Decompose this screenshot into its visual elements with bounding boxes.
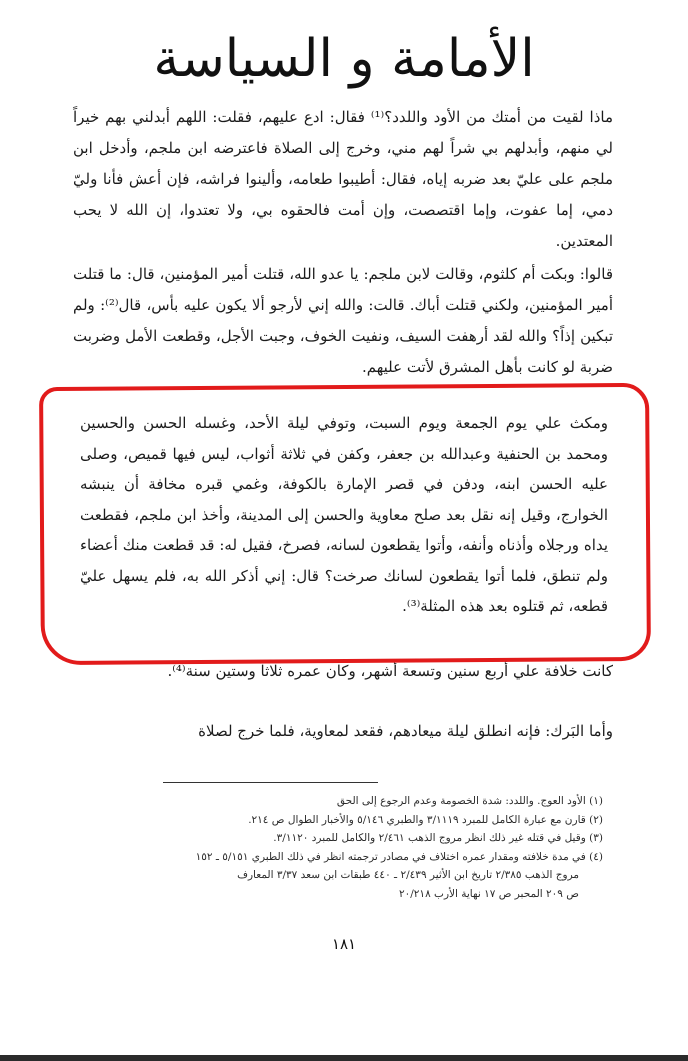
footnote-1: (١) الأود العوج. واللدد: شدة الخصومة وعدم الرجوع إلى الحق [336, 795, 603, 807]
footnotes [83, 792, 603, 903]
footnote-4-line-3: ص ٢٠٩ المحبر ص ١٧ نهاية الأرب ٢٠/٢١٨ [398, 887, 579, 900]
paragraph-5: وأما البَرك: فإنه انطلق ليلة ميعادهم، فقعد لمعاوية، فلما خرج لصلاة [198, 722, 613, 740]
paragraph-1: ماذا لقيت من أمتك من الأود واللدد؟⁽¹⁾ فقال: ادع عليهم، فقلت: اللهم أبدلني بهم خيراً لي منهم، وأبدلهم بي شراً لهم مني، وخرج إلى الصلاة فاعترضه ابن ملجم، وأدخل ابن ملجم على عليّ بعد ضربه إياه، فقال: أطيبوا طعامه، وألينوا فراشه، فإن أعش فأنا وليّ دمي، إما عفوت، وإما اقتصصت، وإن أمت فالحقوه بي، ولا تعتدوا، إن الله لا يحب المعتدين. [73, 108, 613, 250]
page-title: الأمامة و السياسة [153, 29, 535, 89]
footnote-divider [163, 782, 378, 783]
footnote-4-line-2: مروج الذهب ٢/٣٨٥ تاريخ ابن الأثير ٢/٤٣٩ ـ ٤٤٠ طبقات ابن سعد ٣/٣٧ المعارف [237, 869, 579, 881]
paragraph-2: قالوا: وبكت أم كلثوم، وقالت لابن ملجم: يا عدو الله، قتلت أمير المؤمنين، قال: ما قتلت أمير المؤمنين، ولكني قتلت أباك. قالت: والله إني لأرجو ألا يكون عليه بأس، قال⁽²⁾: ولم تبكين إذاً؟ والله لقد أرهفت السيف، ونفيت الخوف، وجبت الأجل، وقطعت الأمل وضربت ضربة لو كانت بأهل المشرق لأتت عليهم. [73, 265, 613, 376]
footnote-4: (٤) في مدة خلافته ومقدار عمره اختلاف في مصادر ترجمته انظر في ذلك الطبري ٥/١٥١ ـ ١٥٢ [195, 850, 603, 863]
footnote-2: (٢) قارن مع عبارة الكامل للمبرد ٣/١١١٩ والطبري ٥/١٤٦ والأخبار الطوال ص ٢١٤. [248, 813, 603, 826]
paragraph-3-highlighted: ومكث علي يوم الجمعة ويوم السبت، وتوفي ليلة الأحد، وغسله الحسن والحسين ومحمد بن الحنفية وعبدالله بن جعفر، وكفن في ثلاثة أثواب، ليس فيها قميص، وصلى عليه الحسن ابنه، ودفن في قصر الإمارة بالكوفة، وغمي قبره مخافة أن ينبشه الخوارج، وقيل إنه نقل بعد صلح معاوية والحسن إلى المدينة، وأخذ ابن ملجم، فقطعت يداه ورجلاه وأذناه وأنفه، وأتوا يقطعون لسانه، فصرخ، فقيل له: قد قطعت منك أعضاء ولم تنطق، فلما أتوا يقطعون لسانك صرخت؟ قال: إني أذكر الله به، فلم يسهل عليّ قطعه، ثم قتلوه بعد هذه المثلة⁽³⁾. [80, 414, 608, 615]
paragraph-4: كانت خلافة علي أربع سنين وتسعة أشهر، وكان عمره ثلاثاً وستين سنة⁽⁴⁾. [167, 662, 613, 680]
page-number: ١٨١ [331, 935, 357, 953]
screen-bottom-bar [0, 1055, 688, 1061]
footnote-3: (٣) وقيل في قتله غير ذلك انظر مروج الذهب ٢/٤٦١ والكامل للمبرد ٣/١١٢٠. [273, 832, 603, 844]
